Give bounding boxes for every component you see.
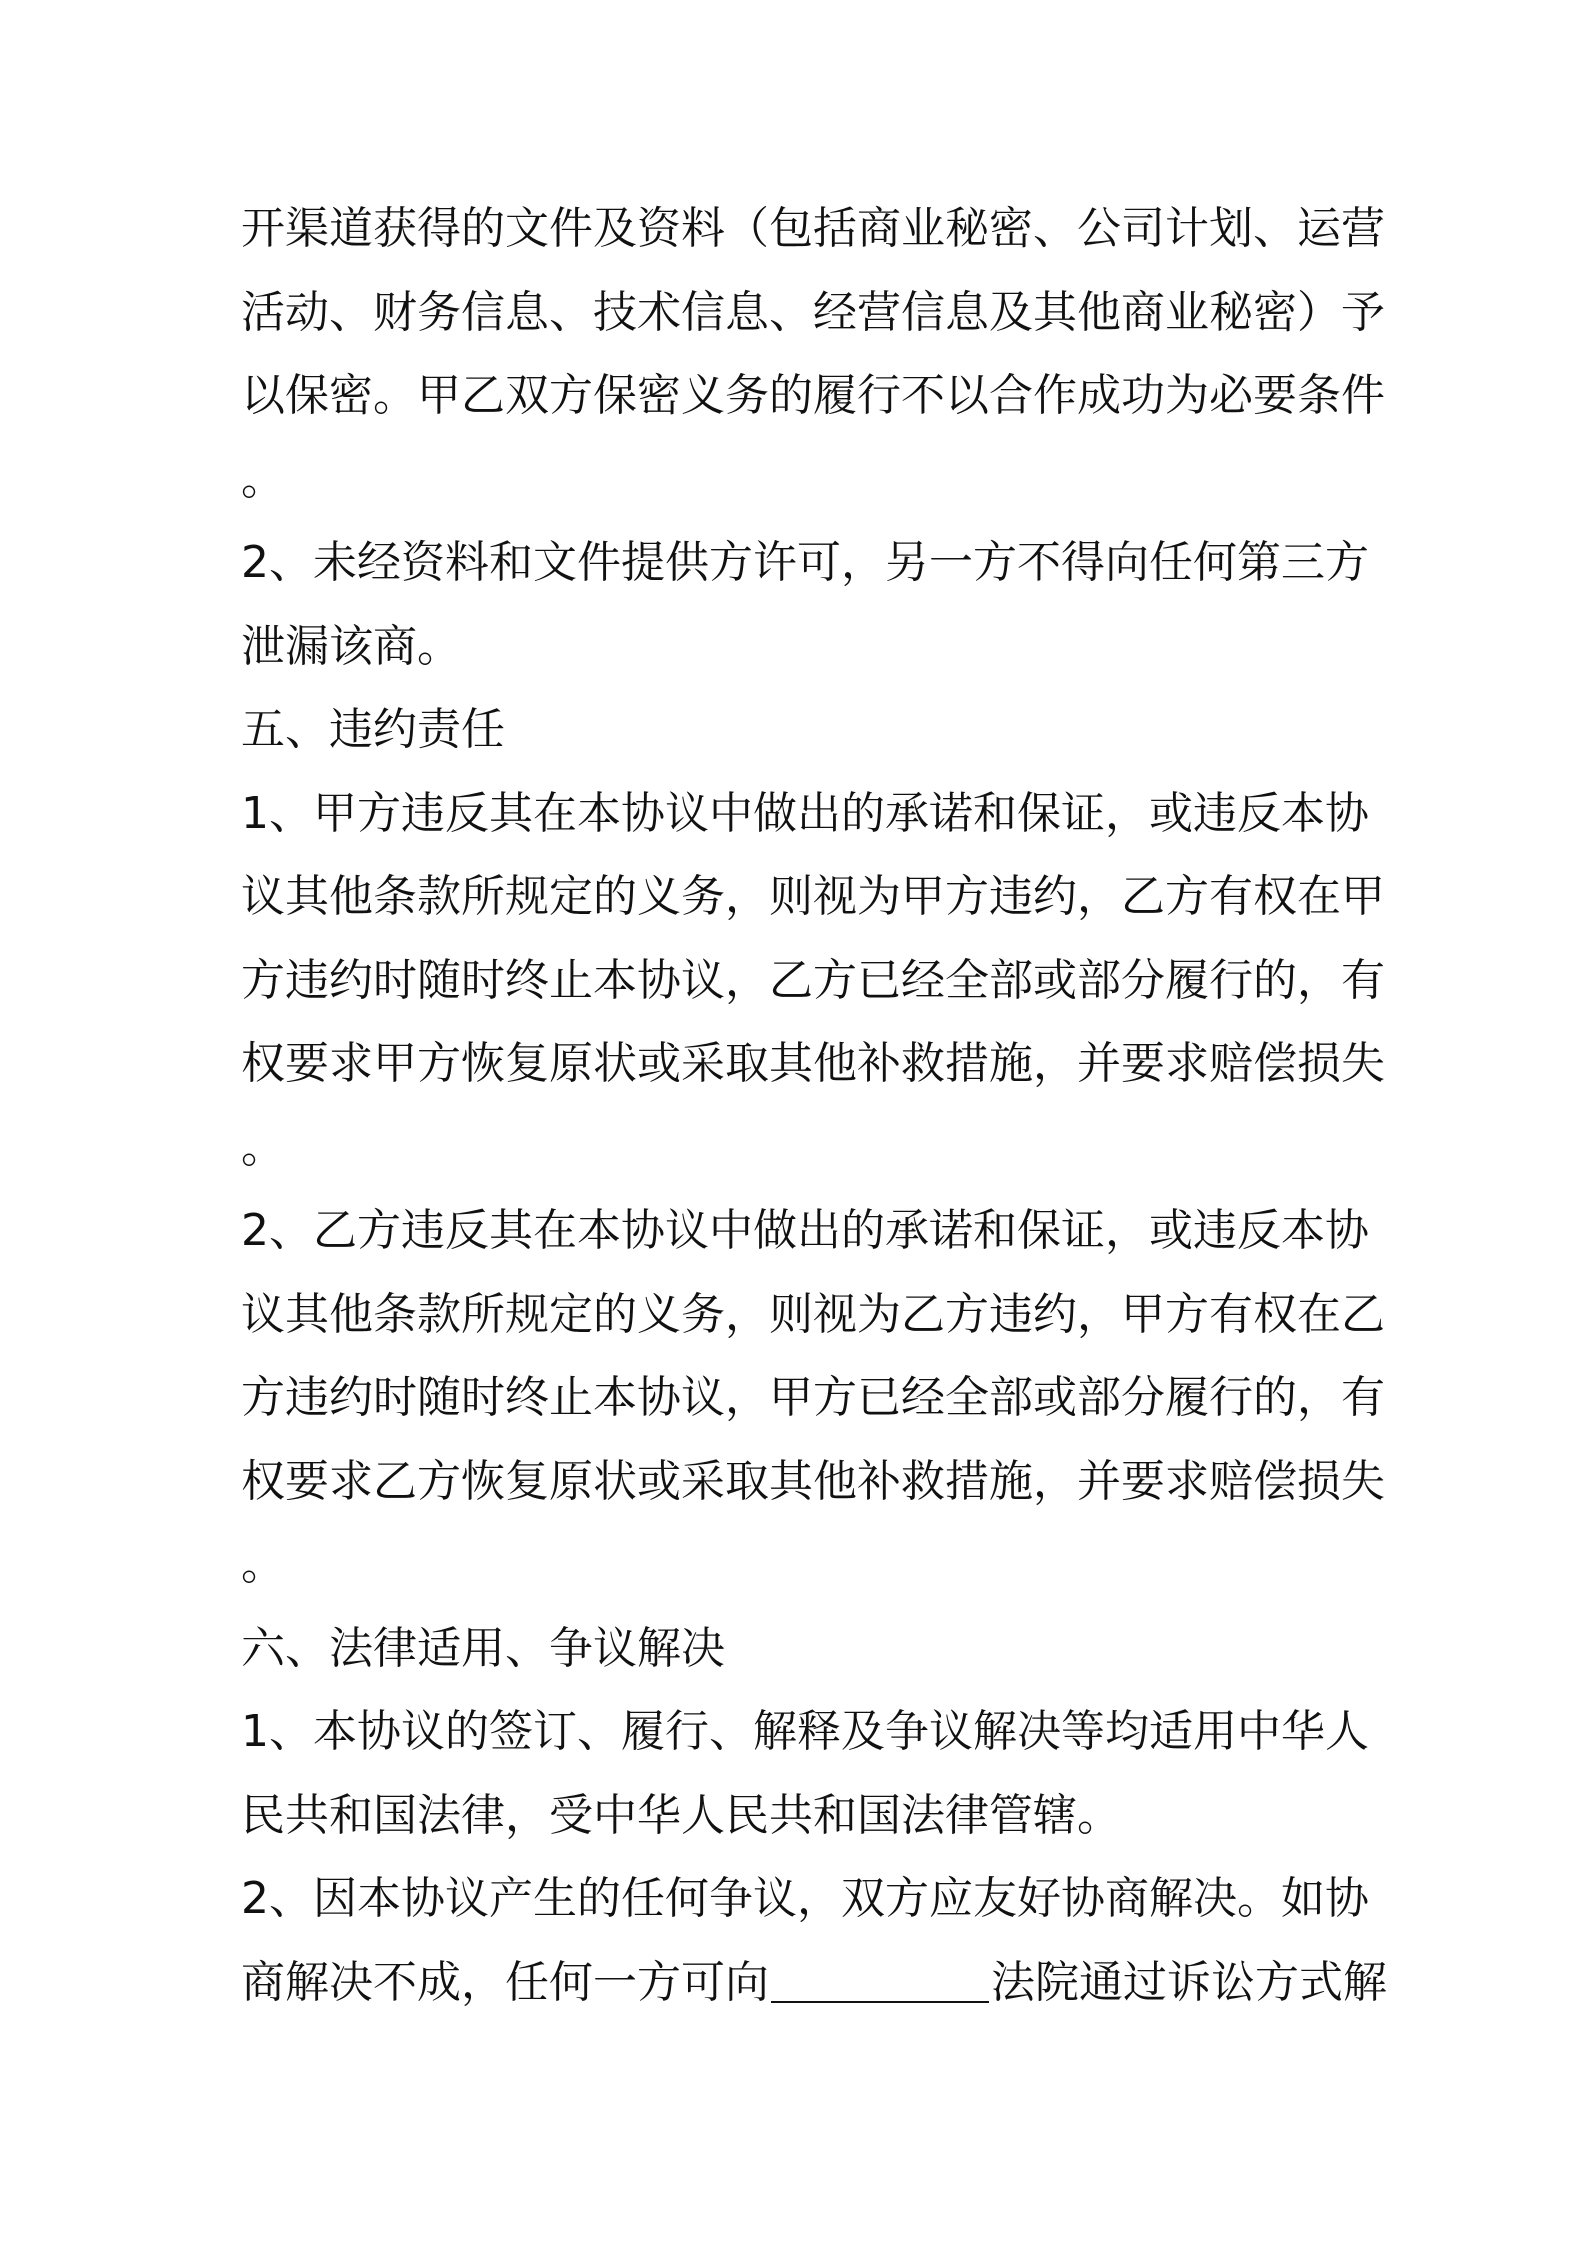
- section-heading: 六、法律适用、争议解决: [241, 1623, 725, 1674]
- text-line: 1、甲方违反其在本协议中做出的承诺和保证，或违反本协: [241, 788, 1369, 839]
- text-line: 活动、财务信息、技术信息、经营信息及其他商业秘密）予: [241, 287, 1385, 338]
- text-line: 民共和国法律，受中华人民共和国法律管辖。: [241, 1790, 1121, 1841]
- section-heading: 五、违约责任: [241, 704, 505, 755]
- text-line: 方违约时随时终止本协议，甲方已经全部或部分履行的，有: [241, 1372, 1385, 1423]
- text-line: 泄漏该商。: [241, 621, 461, 672]
- text-line: 权要求甲方恢复原状或采取其他补救措施，并要求赔偿损失: [241, 1038, 1385, 1089]
- text-segment: 法院通过诉讼方式解: [991, 1957, 1387, 2008]
- text-line: 权要求乙方恢复原状或采取其他补救措施，并要求赔偿损失: [241, 1456, 1385, 1507]
- text-line: [241, 1941, 1387, 2025]
- text-line: 以保密。甲乙双方保密义务的履行不以合作成功为必要条件: [241, 370, 1385, 421]
- text-line: 。: [241, 454, 285, 505]
- text-line: 议其他条款所规定的义务，则视为甲方违约，乙方有权在甲: [241, 871, 1385, 922]
- text-line: 。: [241, 1122, 285, 1173]
- text-line: 2、因本协议产生的任何争议，双方应友好协商解决。如协: [241, 1873, 1369, 1924]
- text-segment: 商解决不成，任何一方可向: [241, 1957, 769, 2008]
- text-line: 1、本协议的签订、履行、解释及争议解决等均适用中华人: [241, 1706, 1369, 1757]
- fill-in-blank: [771, 1957, 989, 2003]
- text-line: 方违约时随时终止本协议，乙方已经全部或部分履行的，有: [241, 955, 1385, 1006]
- text-line: 。: [241, 1539, 285, 1590]
- text-line: 2、未经资料和文件提供方许可，另一方不得向任何第三方: [241, 537, 1369, 588]
- text-line: 议其他条款所规定的义务，则视为乙方违约，甲方有权在乙: [241, 1289, 1385, 1340]
- text-line: 2、乙方违反其在本协议中做出的承诺和保证，或违反本协: [241, 1205, 1369, 1256]
- text-line: 开渠道获得的文件及资料（包括商业秘密、公司计划、运营: [241, 203, 1385, 254]
